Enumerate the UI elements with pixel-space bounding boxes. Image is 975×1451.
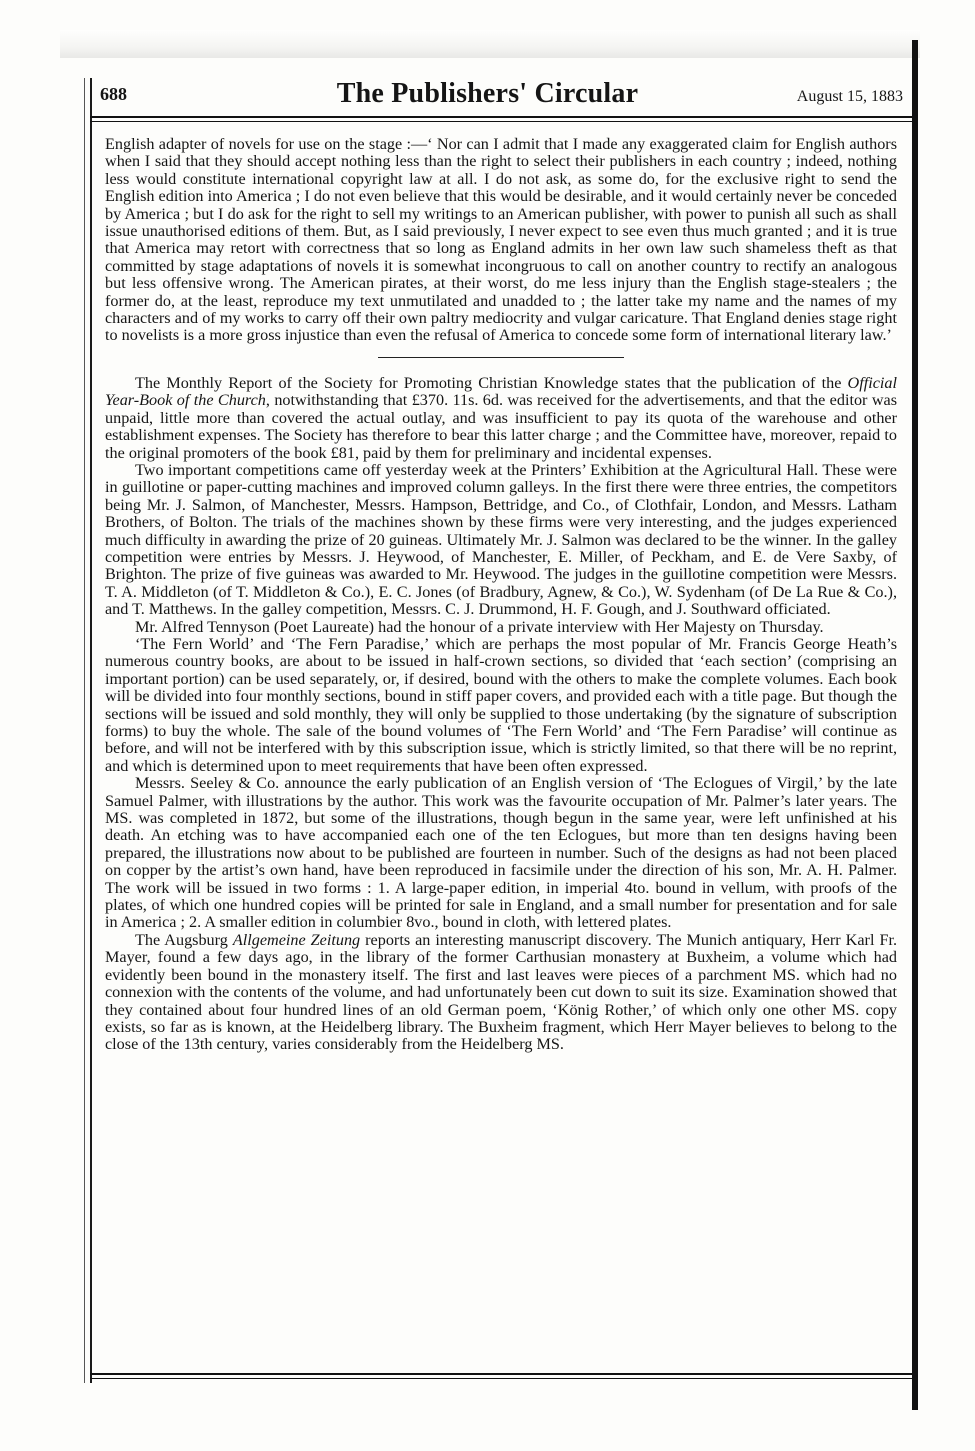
spck-book-title: Official Year-Book of the Church — [105, 373, 897, 410]
augsburg-newspaper-title: Allgemeine Zeitung — [232, 930, 361, 949]
spck-paragraph — [105, 375, 897, 462]
page-edge-rule — [912, 40, 918, 1410]
fern-paragraph: ‘The Fern World’ and ‘The Fern Paradise,’ which are perhaps the most popular of Mr. Francis George Heath’s numerous country books, are about to be issued in half-crown sections, so divided that ‘each section’ (comprising an important portion) can be used separately, or, if desired, bound with the others to make the complete volumes. Each book will be divided into four monthly sections, bound in stiff paper covers, and provided each with a title page. But though the sections will be issued and sold monthly, they will only be supplied to those undertaking (by the signature of subscription forms) to buy the whole. The sale of the bound volumes of ‘The Fern World’ and ‘The Fern Paradise’ will continue as before, and will not be interfered with by this subscription issue, which is strictly limited, so that there will be no reprint, and which is determined upon to meet requirements that have been often expressed. — [105, 634, 897, 775]
seeley-paragraph: Messrs. Seeley & Co. announce the early publication of an English version of ‘The Eclogues of Virgil,’ by the late Samuel Palmer, with illustrations by the author. This work was the favourite occupation of Mr. Palmer’s later years. The MS. was completed in 1872, but some of the illustrations, though begun in the same year, were left unfinished at his death. An etching was to have accompanied each one of the ten Eclogues, but more than ten designs having been prepared, the illustrations now about to be published are fourteen in number. Such of the designs as had not been placed on copper by the artist’s own hand, have been reproduced in facsimile under the direction of his son, Mr. A. H. Palmer. The work will be issued in two forms : 1. A large-paper edition, in imperial 4to. bound in vellum, with proofs of the plates, of which one hundred copies will be printed for sale in England, and a small number for presentation and for sale in America ; 2. A smaller edition in columbier 8vo., bound in cloth, with lettered plates. — [105, 774, 897, 932]
footer-rule-thick — [90, 1373, 912, 1375]
page-number: 688 — [100, 84, 127, 104]
section-divider — [378, 357, 624, 358]
left-margin-rule-outer — [84, 78, 85, 1383]
scan-shadow — [60, 30, 920, 58]
header-rule-thick — [90, 116, 912, 118]
footer-rule-thin — [90, 1378, 912, 1379]
left-margin-rule — [90, 78, 92, 1383]
tennyson-paragraph: Mr. Alfred Tennyson (Poet Laureate) had the honour of a private interview with Her Majesty on Thursday. — [135, 617, 824, 636]
augsburg-text-end: reports an interesting manuscript discovery. The Munich antiquary, Herr Karl Fr. Mayer, found a few days ago, in the library of the former Carthusian monastery at Buxheim, a volume which had evidently been bound in the monastery itself. The first and last leaves were pieces of a parchment MS. which had no connexion with the contents of the volume, and had unfortunately been cut down to suit its size. Examination showed that they contained about four hundred lines of an old German poem, ‘König Rother,’ of which only one other MS. copy exists, so far as is known, at the Heidelberg library. The Buxheim fragment, which Herr Mayer believes to belong to the close of the 13th century, varies considerably from the Heidelberg MS. — [105, 930, 898, 1054]
header-rule-thin — [90, 121, 912, 122]
article-body — [105, 136, 897, 1054]
page-title: The Publishers' Circular — [336, 78, 639, 109]
quote-paragraph: English adapter of novels for use on the stage :—‘ Nor can I admit that I made any exaggerated claim for English authors when I said that they should accept nothing less than the right to select their publishers in each country ; indeed, nothing less would constitute international copyright law at all. I do not ask, as some do, for the exclusive right to send the English edition into America ; I do not even believe that this would be desirable, and it would certainly never be conceded by America ; but I do ask for the right to sell my writings to an American publisher, with power to punish all such as shall issue unauthorised editions of them. But, as I said previously, I never expect to see even thus much granted ; and it is true that America may retort with correctness that so long as England admits in her own law such shameless theft as that committed by stage adaptations of novels it is somewhat incongruous to call on another country to rectify an analogous but less offensive wrong. The American pirates, at their worst, do me less injury than the English stage-stealers ; the former do, at the least, reproduce my text unmutilated and unadded to ; the latter take my name and the names of my characters and of my works to carry off their own paltry mediocrity and vulgar caricature. That England denies stage right to novelists is a more gross injustice than even the refusal of America to concede some form of international literary law.’ — [105, 135, 897, 345]
issue-date: August 15, 1883 — [796, 88, 903, 105]
spck-text-end: , notwithstanding that £370. 11s. 6d. was received for the advertisements, and that the editor was unpaid, little more than covered the actual outlay, and was insufficient to pay its quota of the warehouse and other establishment expenses. The Society has therefore to bear this latter charge ; and the Committee have, moreover, repaid to the original promoters of the book £81, paid by them for preliminary and incidental expenses. — [105, 391, 897, 462]
augsburg-text-start: The Augsburg — [135, 930, 233, 949]
competitions-paragraph: Two important competitions came off yesterday week at the Printers’ Exhibition at the Agricultural Hall. These were in guillotine or paper-cutting machines and improved column galleys. In the first there were three entries, the competitors being Mr. J. Salmon, of Manchester, Messrs. Hampson, Bettridge, and Co., of Clothfair, London, and Messrs. Latham Brothers, of Bolton. The trials of the machines shown by these firms were very interesting, and the judges experienced much difficulty in awarding the prize of 20 guineas. Ultimately Mr. J. Salmon was declared to be the winner. In the galley competition were entries by Messrs. J. Heywood, of Manchester, E. Miller, of Peckham, and E. de Vere Saxby, of Brighton. The prize of five guineas was awarded to Mr. Heywood. The judges in the guillotine competition were Messrs. T. A. Middleton (of T. Middleton & Co.), E. C. Jones (of Bradbury, Agnew, & Co.), W. Sydenham (of De La Rue & Co.), and T. Matthews. In the galley competition, Messrs. C. J. Drummond, H. F. Gough, and J. Southward officiated. — [105, 460, 897, 619]
augsburg-paragraph — [105, 932, 897, 1054]
spck-text-start: The Monthly Report of the Society for Promoting Christian Knowledge states that the publication of the — [135, 373, 848, 392]
